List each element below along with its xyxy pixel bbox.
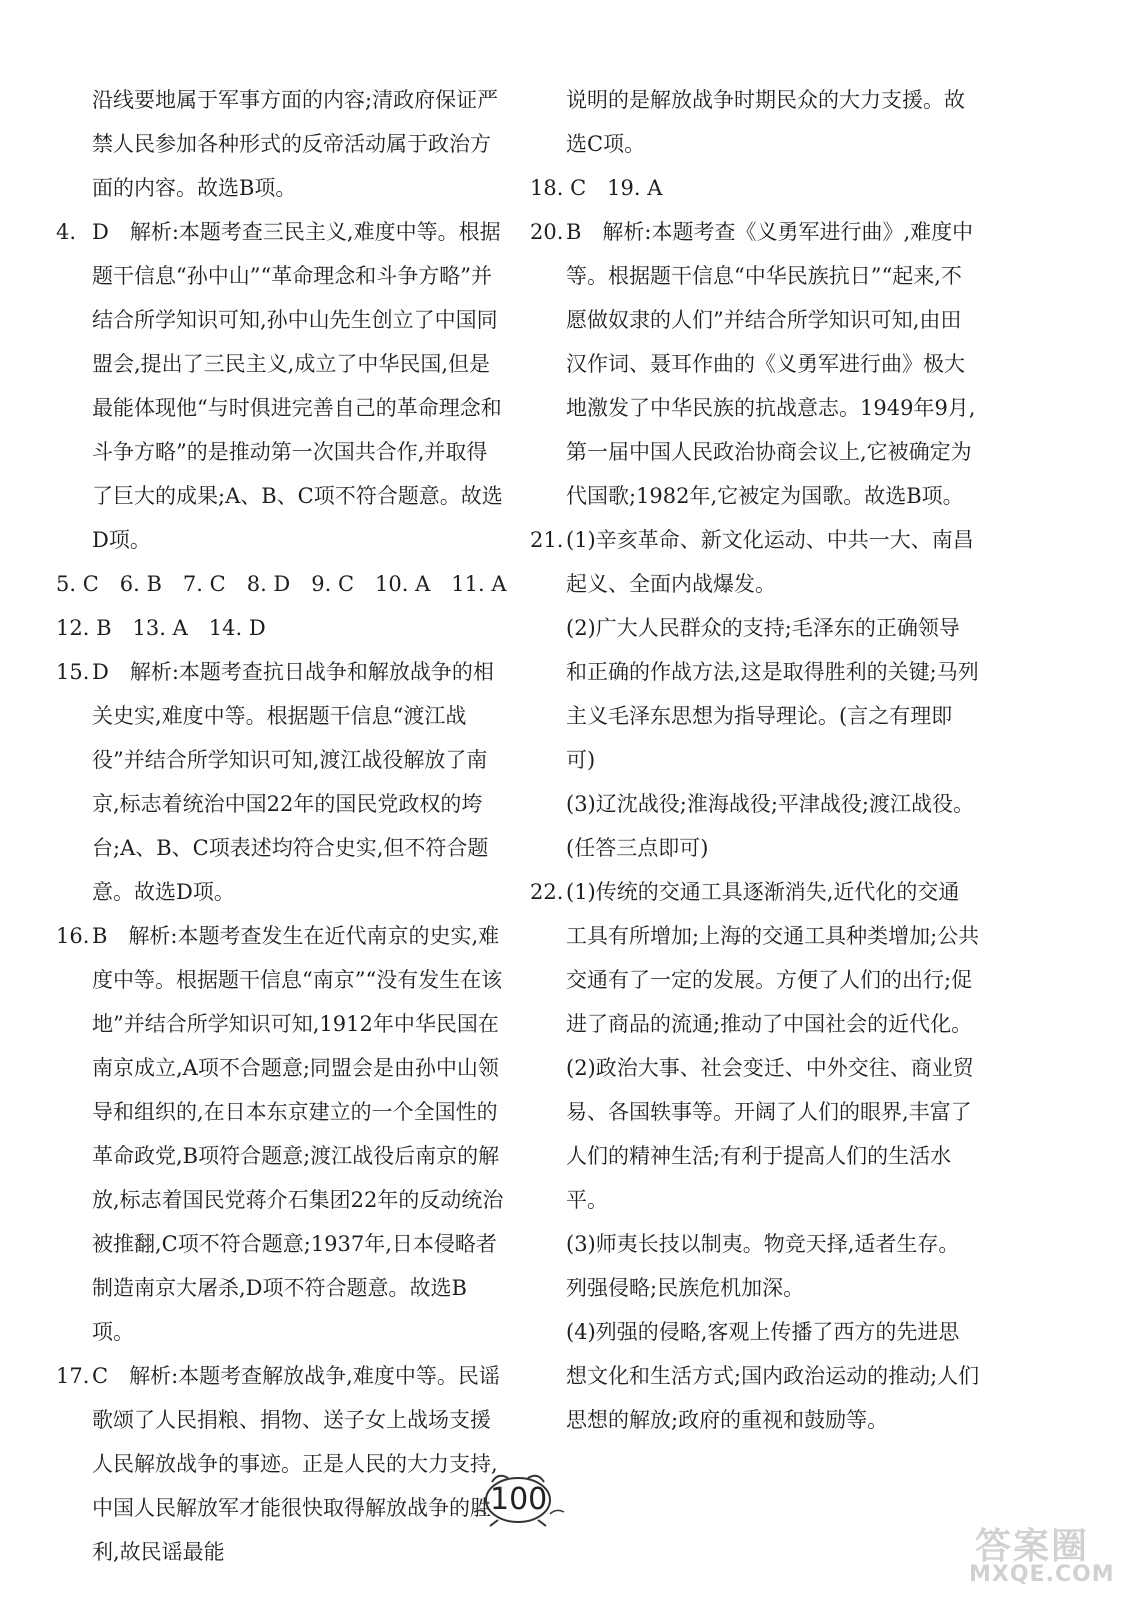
- page-number: 100: [490, 1482, 548, 1517]
- answer-text: 说明的是解放战争时期民众的大力支援。故选C项。: [566, 88, 965, 156]
- watermark-logo: [965, 1518, 1115, 1590]
- question-number: 16.: [56, 924, 90, 948]
- question-number: 21.: [530, 528, 564, 552]
- answer-text: C 解析:本题考查解放战争,难度中等。民谣歌颂了人民捐粮、捐物、送子女上战场支援人民解放战争的事迹。正是人民的大力支持,中国人民解放军才能很快取得解放战争的胜利,故民谣最能: [92, 1364, 500, 1564]
- watermark-url: MXQE.COM: [969, 1562, 1115, 1587]
- question-number: 15.: [56, 660, 90, 684]
- answer-text: 沿线要地属于军事方面的内容;清政府保证严禁人民参加各种形式的反帝活动属于政治方面的内容。故选B项。: [92, 88, 499, 200]
- answer-text: D 解析:本题考查抗日战争和解放战争的相关史实,难度中等。根据题干信息“渡江战役”并结合所学知识可知,渡江战役解放了南京,标志着统治中国22年的国民党政权的垮台;A、B、C项表述均符合史实,但不符合题意。故选D项。: [92, 660, 494, 904]
- answers-12-14: 12. B 13. A 14. D: [56, 616, 266, 640]
- answer-21: [530, 518, 980, 870]
- answers-5-11: 5. C 6. B 7. C 8. D 9. C 10. A 11. A: [56, 572, 507, 596]
- left-column: [56, 78, 506, 1574]
- answer-22-part-2: (2)政治大事、社会变迁、中外交往、商业贸易、各国轶事等。开阔了人们的眼界,丰富了人们的精神生活;有利于提高人们的生活水平。: [566, 1056, 974, 1212]
- answer-22-part-1: (1)传统的交通工具逐渐消失,近代化的交通工具有所增加;上海的交通工具种类增加;公共交通有了一定的发展。方便了人们的出行;促进了商品的流通;推动了中国社会的近代化。: [566, 880, 980, 1036]
- answer-text: B 解析:本题考查发生在近代南京的史实,难度中等。根据题干信息“南京”“没有发生在该地”并结合所学知识可知,1912年中华民国在南京成立,A项不合题意;同盟会是由孙中山领导和组织的,在日本东京建立的一个全国性的革命政党,B项符合题意;渡江战役后南京的解放,标志着国民党蒋介石集团22年的反动统治被推翻,C项不符合题意;1937年,日本侵略者制造南京大屠杀,D项不符合题意。故选B项。: [92, 924, 504, 1344]
- answer-21-part-1: (1)辛亥革命、新文化运动、中共一大、南昌起义、全面内战爆发。: [566, 528, 974, 596]
- right-column: [530, 78, 980, 1442]
- answer-20: [530, 210, 980, 518]
- answer-text: B 解析:本题考查《义勇军进行曲》,难度中等。根据题干信息“中华民族抗日”“起来,不愿做奴隶的人们”并结合所学知识可知,由田汉作词、聂耳作曲的《义勇军进行曲》极大地激发了中华民族的抗战意志。1949年9月,第一届中国人民政治协商会议上,它被确定为代国歌;1982年,它被定为国歌。故选B项。: [566, 220, 976, 508]
- question-number: 4.: [56, 220, 77, 244]
- answer-4: [56, 210, 506, 562]
- answer-17-continued: [530, 78, 980, 166]
- question-number: 17.: [56, 1364, 90, 1388]
- answers-18-19: 18. C 19. A: [530, 176, 663, 200]
- answer-22-part-4: (4)列强的侵略,客观上传播了西方的先进思想文化和生活方式;国内政治运动的推动;人们思想的解放;政府的重视和鼓励等。: [566, 1320, 980, 1432]
- answer-17: [56, 1354, 506, 1574]
- question-number: 22.: [530, 880, 564, 904]
- answer-22: [530, 870, 980, 1442]
- answer-21-part-2: (2)广大人民群众的支持;毛泽东的正确领导和正确的作战方法,这是取得胜利的关键;马列主义毛泽东思想为指导理论。(言之有理即可): [566, 616, 979, 772]
- watermark-title: 答案圈: [975, 1526, 1090, 1567]
- answer-21-part-3: (3)辽沈战役;淮海战役;平津战役;渡江战役。(任答三点即可): [566, 792, 974, 860]
- answer-16: [56, 914, 506, 1354]
- answer-text: D 解析:本题考查三民主义,难度中等。根据题干信息“孙中山”“革命理念和斗争方略”并结合所学知识可知,孙中山先生创立了中国同盟会,提出了三民主义,成立了中华民国,但是最能体现他“与时俱进完善自己的革命理念和斗争方略”的是推动第一次国共合作,并取得了巨大的成果;A、B、C项不符合题意。故选D项。: [92, 220, 503, 552]
- answer-3-continued: [56, 78, 506, 210]
- answer-22-part-3: (3)师夷长技以制夷。物竞天择,适者生存。列强侵略;民族危机加深。: [566, 1232, 960, 1300]
- page-number-badge: [468, 1468, 568, 1528]
- answer-15: [56, 650, 506, 914]
- question-number: 20.: [530, 220, 564, 244]
